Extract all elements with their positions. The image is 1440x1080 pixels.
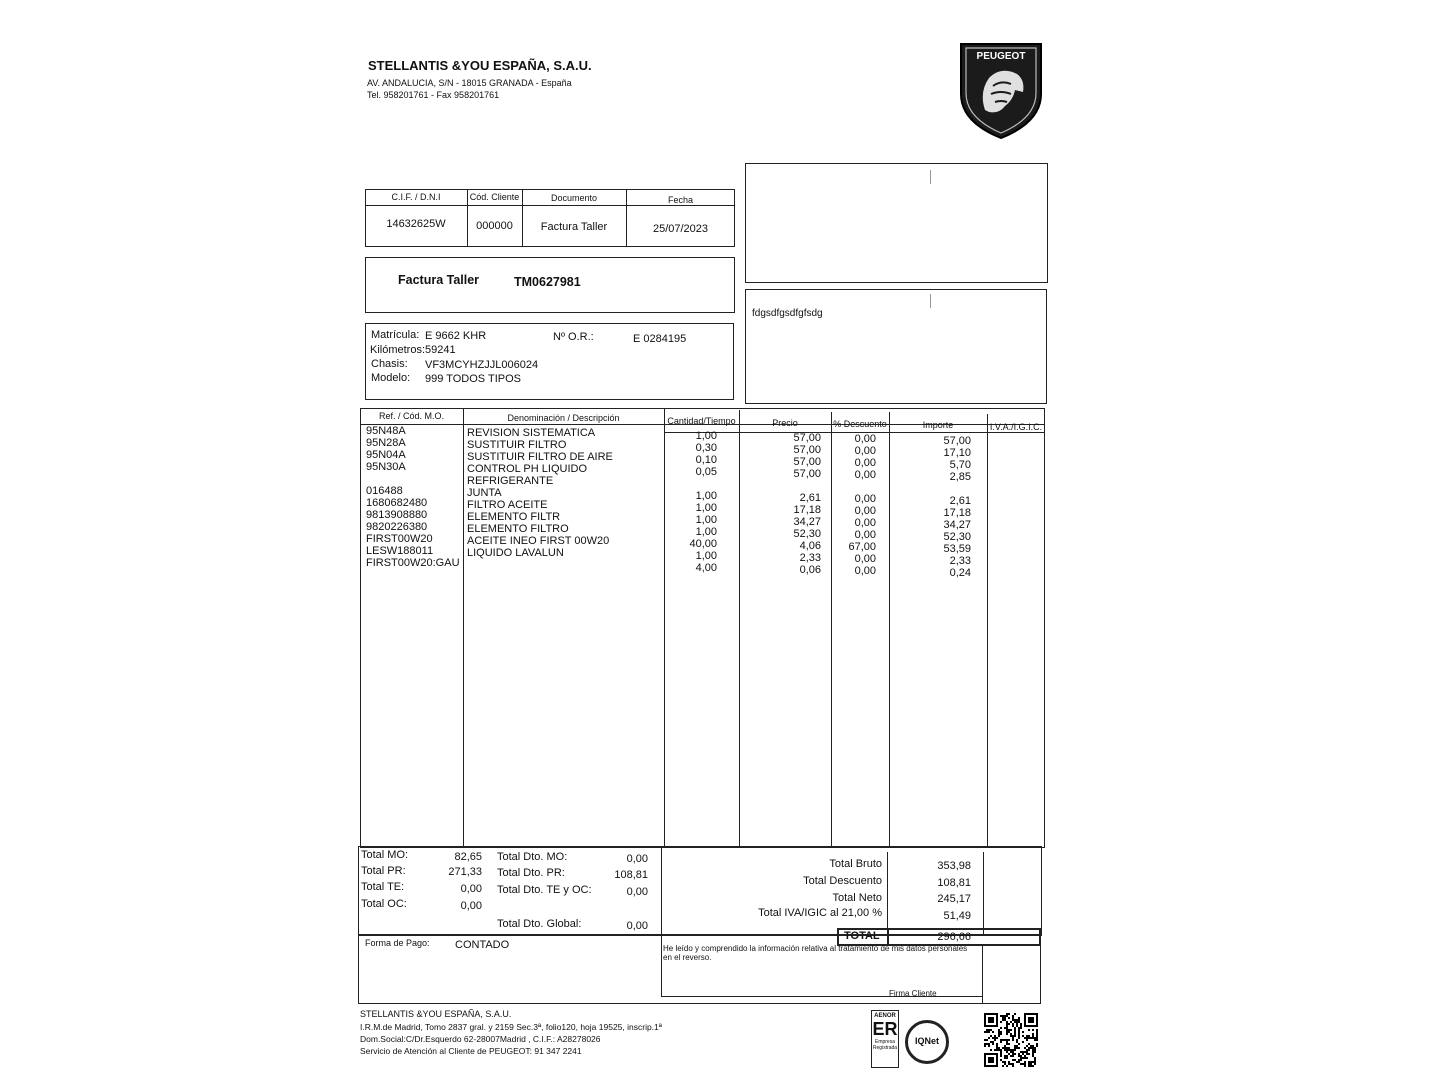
quantity-column: 1,00 0,30 0,10 0,05 1,00 1,00 1,00 1,00 40,00 1,00 4,00: [689, 430, 717, 574]
peugeot-logo: [955, 40, 1047, 140]
date-header: Fecha: [667, 195, 693, 205]
qr-code: [984, 1013, 1038, 1067]
document-header: Documento: [550, 193, 598, 203]
company-name: STELLANTIS &YOU ESPAÑA, S.A.U.: [368, 58, 592, 73]
dto-teoc-value: 0,00: [626, 886, 648, 898]
total-pr-value: 271,33: [448, 866, 482, 878]
date-value: 25/07/2023: [652, 223, 709, 235]
matricula-value: E 9662 KHR: [425, 330, 487, 342]
payment-label: Forma de Pago:: [365, 938, 430, 948]
price-header: Precio: [772, 418, 798, 428]
company-address: AV. ANDALUCIA, S/N - 18015 GRANADA - España: [367, 78, 572, 88]
discount-header: % Descuento: [833, 419, 887, 429]
price-column: 57,00 57,00 57,00 57,00 2,61 17,18 34,27 52,30 4,06 2,33 0,06: [793, 432, 821, 576]
description-header: Denominación / Descripción: [507, 413, 620, 423]
document-value: Factura Taller: [540, 221, 608, 233]
dto-mo-label: Total Dto. MO:: [497, 851, 568, 863]
chasis-label: Chasis:: [371, 358, 408, 370]
total-bruto-label: Total Bruto: [829, 858, 882, 870]
dto-teoc-label: Total Dto. TE y OC:: [497, 884, 592, 896]
customer-address-box: [745, 163, 1048, 283]
footer-line-1: STELLANTIS &YOU ESPAÑA, S.A.U.: [360, 1009, 512, 1019]
ref-column: 95N48A 95N28A 95N04A 95N30A 016488 1680682480 9813908880 9820226380 FIRST00W20 LESW188011 FIRST00W20:GAU: [366, 425, 460, 569]
cif-header: C.I.F. / D.N.I: [391, 192, 441, 202]
km-label: Kilómetros:: [370, 344, 426, 356]
iqnet-seal: IQNet: [905, 1020, 949, 1064]
total-oc-value: 0,00: [460, 900, 482, 912]
grand-total-value: 296,66: [937, 931, 971, 943]
total-descuento-value: 108,81: [937, 877, 971, 889]
chasis-value: VF3MCYHZJJL006024: [425, 359, 539, 371]
total-descuento-label: Total Descuento: [803, 875, 882, 887]
total-pr-label: Total PR:: [361, 865, 406, 877]
payment-value: CONTADO: [455, 939, 510, 951]
modelo-value: 999 TODOS TIPOS: [425, 373, 521, 385]
client-code-value: 000000: [476, 220, 513, 232]
aenor-seal: AENOR ER Empresa Registrada: [871, 1010, 899, 1068]
or-value: E 0284195: [633, 333, 687, 345]
total-neto-label: Total Neto: [832, 892, 882, 904]
dto-pr-value: 108,81: [614, 869, 648, 881]
signature-label: Firma Cliente: [889, 989, 937, 998]
total-te-label: Total TE:: [361, 881, 405, 893]
vat-header: I.V.A./I.G.I.C.: [989, 422, 1043, 432]
svg-text:PEUGEOT: PEUGEOT: [976, 51, 1026, 62]
total-iva-label: Total IVA/IGIC al 21,00 %: [758, 907, 882, 919]
total-mo-label: Total MO:: [361, 849, 409, 861]
invoice-label: Factura Taller: [398, 273, 480, 287]
amount-column: 57,00 17,10 5,70 2,85 2,61 17,18 34,27 52,30 53,59 2,33 0,24: [943, 435, 971, 579]
total-te-value: 0,00: [460, 883, 482, 895]
modelo-label: Modelo:: [371, 372, 411, 384]
description-column: REVISION SISTEMATICA SUSTITUIR FILTRO SUSTITUIR FILTRO DE AIRE CONTROL PH LIQUIDO REFRIGERANTE JUNTA FILTRO ACEITE ELEMENTO FILTR ELEMENTO FILTRO ACEITE INEO FIRST 00W20 LIQUIDO LAVALUN: [467, 427, 613, 559]
customer-name-box: [745, 289, 1047, 404]
footer-line-4: Servicio de Atención al Cliente de PEUGEOT: 91 347 2241: [360, 1046, 582, 1056]
privacy-notice: He leído y comprendido la información relativa al tratamiento de mis datos personales en el reverso.: [663, 944, 968, 962]
dto-pr-label: Total Dto. PR:: [497, 867, 565, 879]
customer-name: fdgsdfgsdfgfsdg: [752, 308, 823, 319]
total-bruto-value: 353,98: [937, 860, 971, 872]
total-mo-value: 82,65: [454, 851, 482, 863]
amount-header: Importe: [922, 420, 954, 430]
footer-line-2: I.R.M.de Madrid, Tomo 2837 gral. y 2159 Sec.3ª, folio120, hoja 19525, inscrip.1ª: [360, 1022, 662, 1032]
or-label: Nº O.R.:: [553, 331, 594, 343]
total-neto-value: 245,17: [937, 893, 971, 905]
client-code-header: Cód. Cliente: [469, 192, 520, 202]
footer-line-3: Dom.Social:C/Dr.Esquerdo 62-28007Madrid , C.I.F.: A28278026: [360, 1034, 601, 1044]
ref-header: Ref. / Cód. M.O.: [378, 411, 445, 421]
quantity-header: Cantidad/Tiempo: [667, 416, 736, 426]
matricula-label: Matrícula:: [371, 329, 420, 341]
cif-value: 14632625W: [386, 218, 446, 230]
total-oc-label: Total OC:: [361, 898, 407, 910]
company-phone: Tel. 958201761 - Fax 958201761: [367, 90, 500, 100]
dto-mo-value: 0,00: [626, 853, 648, 865]
total-iva-value: 51,49: [943, 910, 971, 922]
invoice-number: TM0627981: [514, 275, 581, 289]
dto-global-value: 0,00: [626, 920, 648, 932]
km-value: 59241: [425, 344, 456, 356]
grand-total-label: TOTAL: [844, 930, 880, 942]
dto-global-label: Total Dto. Global:: [497, 918, 582, 930]
discount-column: 0,00 0,00 0,00 0,00 0,00 0,00 0,00 0,00 67,00 0,00 0,00: [848, 433, 876, 577]
